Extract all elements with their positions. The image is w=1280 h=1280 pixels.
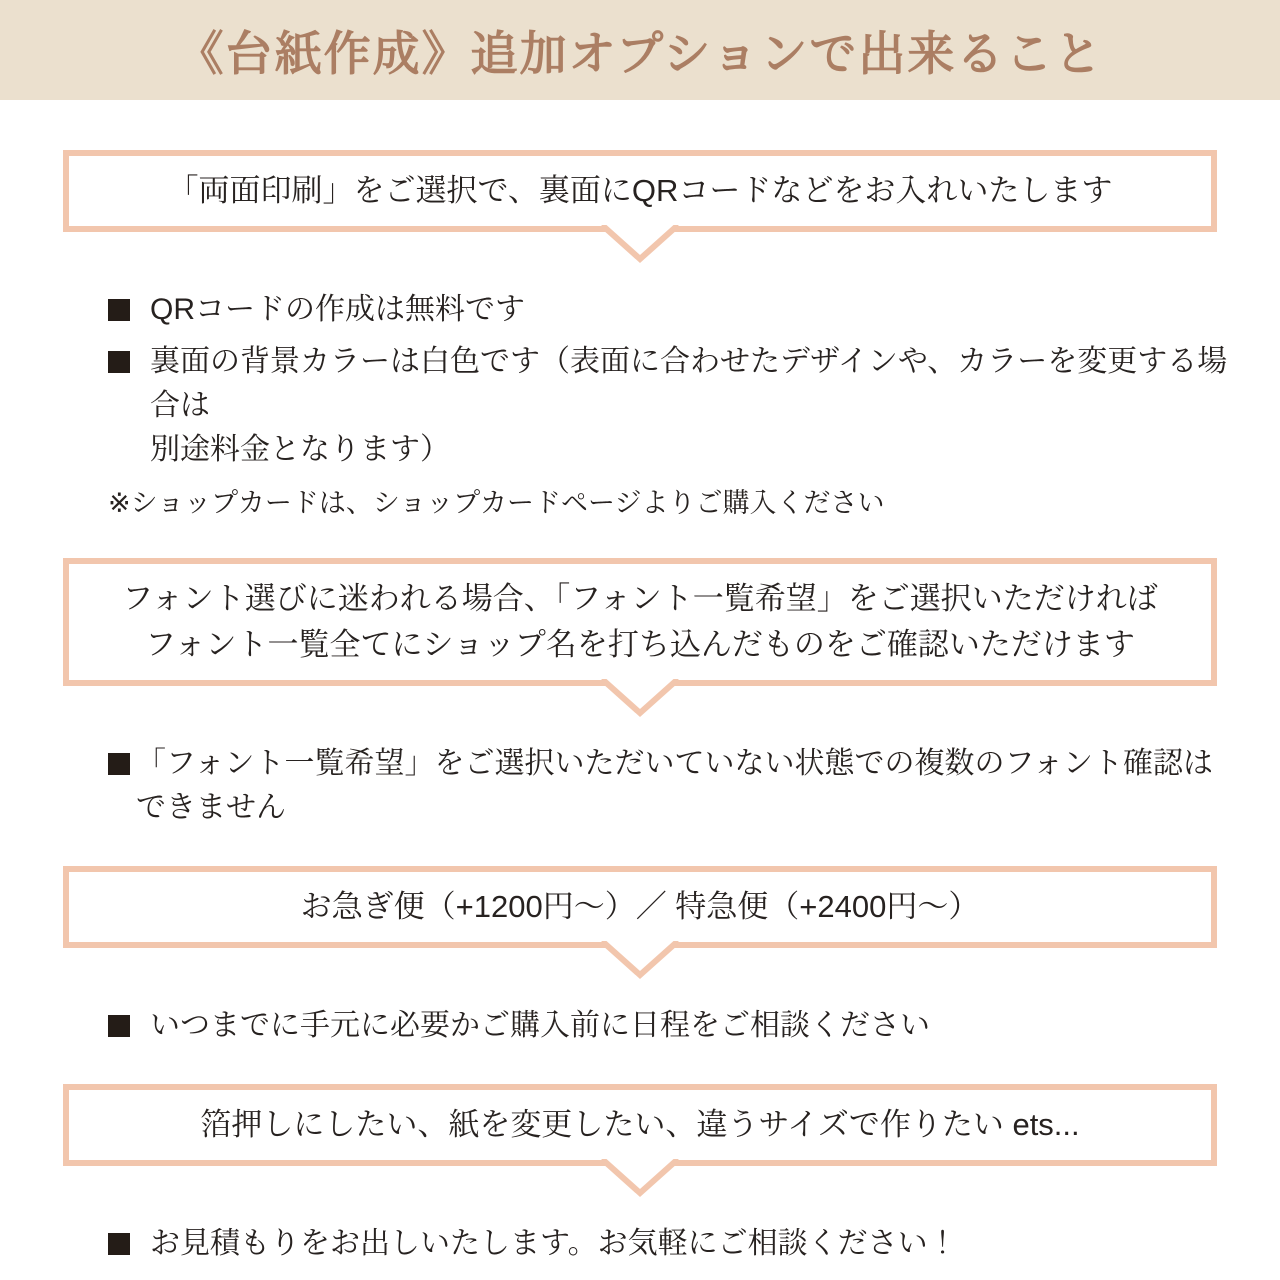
bullet-square-icon: [108, 299, 130, 321]
section-font-list: [0, 558, 1280, 830]
bullet-text: [136, 742, 1213, 830]
bullet-text: [150, 288, 525, 332]
list-item: [108, 1222, 1240, 1266]
callout-arrow-down-icon: [600, 941, 680, 982]
shop-card-note: ※ショップカードは、ショップカードページよりご購入ください: [108, 488, 885, 518]
bullet-line: 「フォント一覧希望」をご選択いただいていない状態での複数のフォント確認は: [136, 747, 1213, 780]
callout-text: フォント一覧全てにショップ名を打ち込んだものをご確認いただけます: [145, 627, 1135, 662]
bullet-square-icon: [108, 351, 130, 373]
callout-double-sided-print: [63, 150, 1217, 232]
page-header: [0, 0, 1280, 100]
bullet-list: [108, 1222, 1240, 1266]
section-double-sided-print: [0, 150, 1280, 522]
bullet-list: [108, 1004, 1240, 1048]
bullet-line: できません: [136, 791, 286, 824]
list-item: [108, 340, 1240, 472]
callout-text: お急ぎ便（+1200円〜）／ 特急便（+2400円〜）: [300, 889, 980, 924]
page-title: 《台紙作成》追加オプションで出来ること: [176, 26, 1104, 80]
bullet-text: [150, 340, 1240, 472]
bullet-square-icon: [108, 753, 130, 775]
bullet-square-icon: [108, 1015, 130, 1037]
list-item: [108, 1004, 1240, 1048]
callout-text: 箔押しにしたい、紙を変更したい、違うサイズで作りたい ets...: [200, 1107, 1080, 1142]
callout-text: 「両面印刷」をご選択で、裏面にQRコードなどをお入れいたします: [167, 173, 1113, 208]
bullet-text: [150, 1222, 958, 1266]
bullet-text: [150, 1004, 930, 1048]
bullet-line: 別途料金となります）: [150, 433, 450, 466]
callout-arrow-down-icon: [600, 1159, 680, 1200]
bullet-list: [108, 288, 1240, 472]
bullet-line: いつまでに手元に必要かご購入前に日程をご相談ください: [150, 1009, 930, 1042]
callout-express-delivery: [63, 866, 1217, 948]
section-express-delivery: [0, 866, 1280, 1048]
callout-text: フォント選びに迷われる場合、「フォント一覧希望」をご選択いただければ: [122, 581, 1158, 616]
bullet-line: お見積もりをお出しいたします。お気軽にご相談ください！: [150, 1227, 958, 1260]
section-custom-requests: [0, 1084, 1280, 1266]
bullet-line: QRコードの作成は無料です: [150, 293, 525, 326]
callout-arrow-down-icon: [600, 679, 680, 720]
callout-font-list: [63, 558, 1217, 686]
bullet-list: [108, 742, 1240, 830]
callout-custom-requests: [63, 1084, 1217, 1166]
bullet-square-icon: [108, 1233, 130, 1255]
page-content: [0, 100, 1280, 1266]
bullet-line: 裏面の背景カラーは白色です（表面に合わせたデザインや、カラーを変更する場合は: [150, 345, 1228, 422]
callout-arrow-down-icon: [600, 225, 680, 266]
list-item: [108, 288, 1240, 332]
list-item: [108, 742, 1240, 830]
